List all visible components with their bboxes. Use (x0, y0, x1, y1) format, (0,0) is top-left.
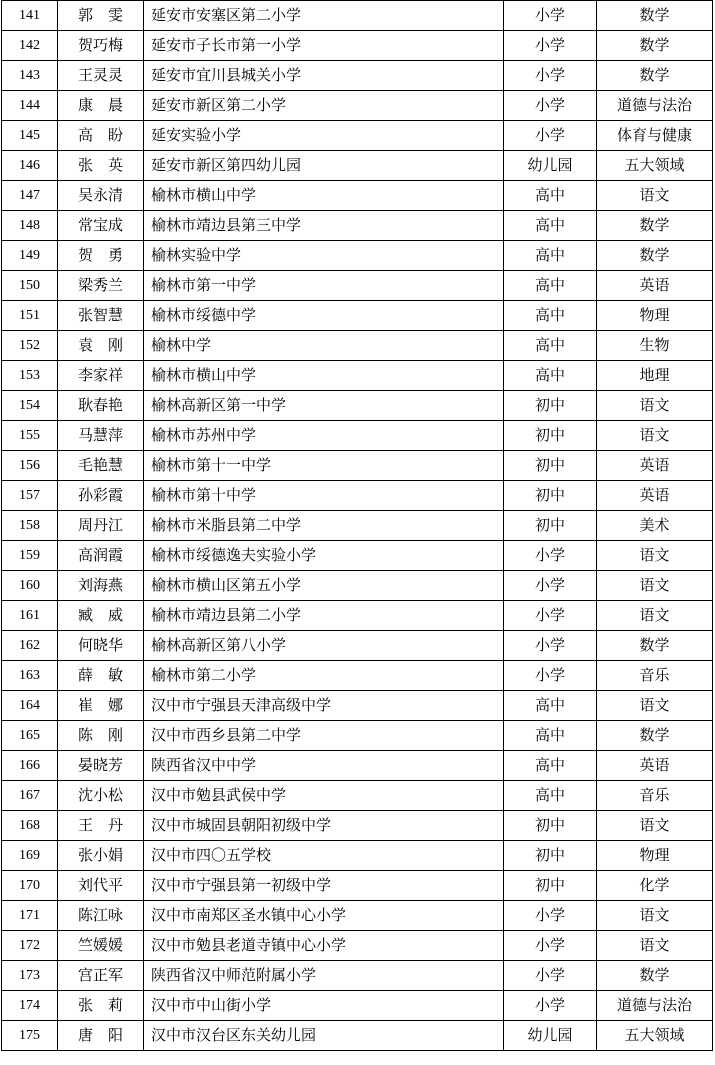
school-level-cell: 初中 (504, 511, 597, 541)
row-number-cell: 149 (2, 241, 58, 271)
table-row (2, 361, 713, 391)
school-cell: 汉中市西乡县第二中学 (144, 721, 504, 751)
table-row (2, 571, 713, 601)
table-row (2, 121, 713, 151)
school-level-cell: 幼儿园 (504, 151, 597, 181)
subject-cell: 数学 (597, 1, 713, 31)
school-cell: 汉中市南郑区圣水镇中心小学 (144, 901, 504, 931)
school-cell: 延安市新区第二小学 (144, 91, 504, 121)
subject-cell: 五大领域 (597, 1021, 713, 1051)
school-level-cell: 初中 (504, 871, 597, 901)
table-row (2, 331, 713, 361)
table-row (2, 811, 713, 841)
name-cell: 陈江咏 (58, 901, 144, 931)
school-level-cell: 初中 (504, 451, 597, 481)
name-cell: 张 英 (58, 151, 144, 181)
school-level-cell: 小学 (504, 31, 597, 61)
school-cell: 延安市子长市第一小学 (144, 31, 504, 61)
name-cell: 晏晓芳 (58, 751, 144, 781)
school-cell: 榆林市绥德逸夫实验小学 (144, 541, 504, 571)
name-cell: 何晓华 (58, 631, 144, 661)
row-number-cell: 147 (2, 181, 58, 211)
school-level-cell: 小学 (504, 541, 597, 571)
table-row (2, 721, 713, 751)
subject-cell: 英语 (597, 481, 713, 511)
name-cell: 臧 威 (58, 601, 144, 631)
subject-cell: 语文 (597, 601, 713, 631)
row-number-cell: 171 (2, 901, 58, 931)
subject-cell: 数学 (597, 241, 713, 271)
table-row (2, 91, 713, 121)
school-level-cell: 小学 (504, 601, 597, 631)
table-row (2, 961, 713, 991)
school-cell: 榆林市第二小学 (144, 661, 504, 691)
row-number-cell: 161 (2, 601, 58, 631)
subject-cell: 音乐 (597, 661, 713, 691)
row-number-cell: 155 (2, 421, 58, 451)
name-cell: 郭 雯 (58, 1, 144, 31)
name-cell: 宫正军 (58, 961, 144, 991)
school-level-cell: 高中 (504, 301, 597, 331)
subject-cell: 语文 (597, 571, 713, 601)
school-cell: 延安实验小学 (144, 121, 504, 151)
school-cell: 榆林市苏州中学 (144, 421, 504, 451)
subject-cell: 数学 (597, 961, 713, 991)
subject-cell: 道德与法治 (597, 991, 713, 1021)
row-number-cell: 151 (2, 301, 58, 331)
subject-cell: 化学 (597, 871, 713, 901)
subject-cell: 数学 (597, 31, 713, 61)
school-level-cell: 小学 (504, 1, 597, 31)
school-level-cell: 高中 (504, 271, 597, 301)
subject-cell: 语文 (597, 931, 713, 961)
school-cell: 陕西省汉中师范附属小学 (144, 961, 504, 991)
row-number-cell: 141 (2, 1, 58, 31)
table-row (2, 511, 713, 541)
school-level-cell: 小学 (504, 571, 597, 601)
table-row (2, 451, 713, 481)
school-level-cell: 小学 (504, 61, 597, 91)
table-row (2, 271, 713, 301)
table-row (2, 241, 713, 271)
table-row (2, 481, 713, 511)
school-level-cell: 初中 (504, 391, 597, 421)
row-number-cell: 144 (2, 91, 58, 121)
subject-cell: 语文 (597, 421, 713, 451)
school-cell: 汉中市城固县朝阳初级中学 (144, 811, 504, 841)
row-number-cell: 170 (2, 871, 58, 901)
row-number-cell: 159 (2, 541, 58, 571)
row-number-cell: 157 (2, 481, 58, 511)
name-cell: 高润霞 (58, 541, 144, 571)
school-cell: 延安市宜川县城关小学 (144, 61, 504, 91)
row-number-cell: 148 (2, 211, 58, 241)
school-level-cell: 小学 (504, 91, 597, 121)
name-cell: 常宝成 (58, 211, 144, 241)
row-number-cell: 143 (2, 61, 58, 91)
table-row (2, 901, 713, 931)
school-cell: 延安市安塞区第二小学 (144, 1, 504, 31)
row-number-cell: 166 (2, 751, 58, 781)
school-level-cell: 高中 (504, 691, 597, 721)
name-cell: 张智慧 (58, 301, 144, 331)
table-row (2, 691, 713, 721)
teacher-list-table (1, 0, 713, 1051)
table-body (2, 1, 713, 1051)
row-number-cell: 173 (2, 961, 58, 991)
name-cell: 高 盼 (58, 121, 144, 151)
row-number-cell: 167 (2, 781, 58, 811)
school-level-cell: 小学 (504, 901, 597, 931)
school-level-cell: 初中 (504, 481, 597, 511)
school-level-cell: 小学 (504, 631, 597, 661)
school-cell: 汉中市勉县老道寺镇中心小学 (144, 931, 504, 961)
name-cell: 张小娟 (58, 841, 144, 871)
row-number-cell: 146 (2, 151, 58, 181)
row-number-cell: 152 (2, 331, 58, 361)
school-cell: 榆林市米脂县第二中学 (144, 511, 504, 541)
table-row (2, 661, 713, 691)
school-cell: 汉中市四〇五学校 (144, 841, 504, 871)
school-level-cell: 高中 (504, 181, 597, 211)
table-row (2, 1021, 713, 1051)
row-number-cell: 156 (2, 451, 58, 481)
subject-cell: 体育与健康 (597, 121, 713, 151)
subject-cell: 道德与法治 (597, 91, 713, 121)
school-cell: 汉中市宁强县第一初级中学 (144, 871, 504, 901)
school-cell: 榆林高新区第八小学 (144, 631, 504, 661)
subject-cell: 音乐 (597, 781, 713, 811)
row-number-cell: 160 (2, 571, 58, 601)
school-level-cell: 幼儿园 (504, 1021, 597, 1051)
row-number-cell: 162 (2, 631, 58, 661)
table-row (2, 631, 713, 661)
row-number-cell: 150 (2, 271, 58, 301)
school-level-cell: 小学 (504, 121, 597, 151)
table-row (2, 31, 713, 61)
school-level-cell: 高中 (504, 721, 597, 751)
subject-cell: 英语 (597, 751, 713, 781)
name-cell: 孙彩霞 (58, 481, 144, 511)
name-cell: 崔 娜 (58, 691, 144, 721)
table-row (2, 151, 713, 181)
school-cell: 延安市新区第四幼儿园 (144, 151, 504, 181)
row-number-cell: 168 (2, 811, 58, 841)
school-level-cell: 高中 (504, 241, 597, 271)
subject-cell: 美术 (597, 511, 713, 541)
row-number-cell: 174 (2, 991, 58, 1021)
name-cell: 毛艳慧 (58, 451, 144, 481)
row-number-cell: 158 (2, 511, 58, 541)
school-cell: 榆林市横山中学 (144, 361, 504, 391)
subject-cell: 数学 (597, 211, 713, 241)
name-cell: 贺 勇 (58, 241, 144, 271)
school-cell: 榆林中学 (144, 331, 504, 361)
row-number-cell: 142 (2, 31, 58, 61)
school-cell: 汉中市宁强县天津高级中学 (144, 691, 504, 721)
name-cell: 沈小松 (58, 781, 144, 811)
name-cell: 马慧萍 (58, 421, 144, 451)
table-row (2, 931, 713, 961)
subject-cell: 物理 (597, 301, 713, 331)
row-number-cell: 145 (2, 121, 58, 151)
row-number-cell: 172 (2, 931, 58, 961)
subject-cell: 生物 (597, 331, 713, 361)
school-cell: 榆林市第十中学 (144, 481, 504, 511)
table-row (2, 1, 713, 31)
school-cell: 榆林市靖边县第二小学 (144, 601, 504, 631)
table-row (2, 61, 713, 91)
school-cell: 榆林市第一中学 (144, 271, 504, 301)
school-cell: 陕西省汉中中学 (144, 751, 504, 781)
name-cell: 吴永清 (58, 181, 144, 211)
table-row (2, 991, 713, 1021)
table-row (2, 181, 713, 211)
name-cell: 梁秀兰 (58, 271, 144, 301)
row-number-cell: 164 (2, 691, 58, 721)
school-cell: 榆林市靖边县第三中学 (144, 211, 504, 241)
subject-cell: 数学 (597, 721, 713, 751)
school-level-cell: 初中 (504, 811, 597, 841)
row-number-cell: 154 (2, 391, 58, 421)
subject-cell: 语文 (597, 541, 713, 571)
school-level-cell: 高中 (504, 781, 597, 811)
table-row (2, 871, 713, 901)
school-cell: 榆林市横山中学 (144, 181, 504, 211)
subject-cell: 英语 (597, 271, 713, 301)
subject-cell: 语文 (597, 181, 713, 211)
table-row (2, 421, 713, 451)
school-level-cell: 高中 (504, 331, 597, 361)
name-cell: 薛 敏 (58, 661, 144, 691)
school-cell: 汉中市勉县武侯中学 (144, 781, 504, 811)
school-level-cell: 高中 (504, 751, 597, 781)
school-level-cell: 初中 (504, 421, 597, 451)
row-number-cell: 165 (2, 721, 58, 751)
school-cell: 汉中市汉台区东关幼儿园 (144, 1021, 504, 1051)
school-cell: 榆林市绥德中学 (144, 301, 504, 331)
school-level-cell: 小学 (504, 991, 597, 1021)
school-level-cell: 小学 (504, 661, 597, 691)
school-cell: 汉中市中山街小学 (144, 991, 504, 1021)
table-row (2, 391, 713, 421)
name-cell: 贺巧梅 (58, 31, 144, 61)
name-cell: 竺媛媛 (58, 931, 144, 961)
teacher-list-sheet (1, 0, 712, 1051)
school-level-cell: 小学 (504, 961, 597, 991)
name-cell: 袁 刚 (58, 331, 144, 361)
name-cell: 李家祥 (58, 361, 144, 391)
subject-cell: 语文 (597, 901, 713, 931)
school-level-cell: 初中 (504, 841, 597, 871)
table-row (2, 301, 713, 331)
table-row (2, 781, 713, 811)
name-cell: 刘代平 (58, 871, 144, 901)
name-cell: 张 莉 (58, 991, 144, 1021)
subject-cell: 英语 (597, 451, 713, 481)
table-row (2, 541, 713, 571)
subject-cell: 物理 (597, 841, 713, 871)
table-row (2, 751, 713, 781)
subject-cell: 五大领域 (597, 151, 713, 181)
name-cell: 刘海燕 (58, 571, 144, 601)
row-number-cell: 175 (2, 1021, 58, 1051)
name-cell: 王灵灵 (58, 61, 144, 91)
school-cell: 榆林市第十一中学 (144, 451, 504, 481)
table-row (2, 211, 713, 241)
school-level-cell: 高中 (504, 361, 597, 391)
school-level-cell: 小学 (504, 931, 597, 961)
subject-cell: 地理 (597, 361, 713, 391)
row-number-cell: 163 (2, 661, 58, 691)
subject-cell: 数学 (597, 61, 713, 91)
name-cell: 周丹江 (58, 511, 144, 541)
name-cell: 王 丹 (58, 811, 144, 841)
school-cell: 榆林实验中学 (144, 241, 504, 271)
subject-cell: 语文 (597, 691, 713, 721)
subject-cell: 数学 (597, 631, 713, 661)
subject-cell: 语文 (597, 811, 713, 841)
row-number-cell: 153 (2, 361, 58, 391)
school-cell: 榆林高新区第一中学 (144, 391, 504, 421)
name-cell: 耿春艳 (58, 391, 144, 421)
table-row (2, 841, 713, 871)
name-cell: 陈 刚 (58, 721, 144, 751)
name-cell: 唐 阳 (58, 1021, 144, 1051)
school-cell: 榆林市横山区第五小学 (144, 571, 504, 601)
table-row (2, 601, 713, 631)
subject-cell: 语文 (597, 391, 713, 421)
school-level-cell: 高中 (504, 211, 597, 241)
row-number-cell: 169 (2, 841, 58, 871)
name-cell: 康 晨 (58, 91, 144, 121)
